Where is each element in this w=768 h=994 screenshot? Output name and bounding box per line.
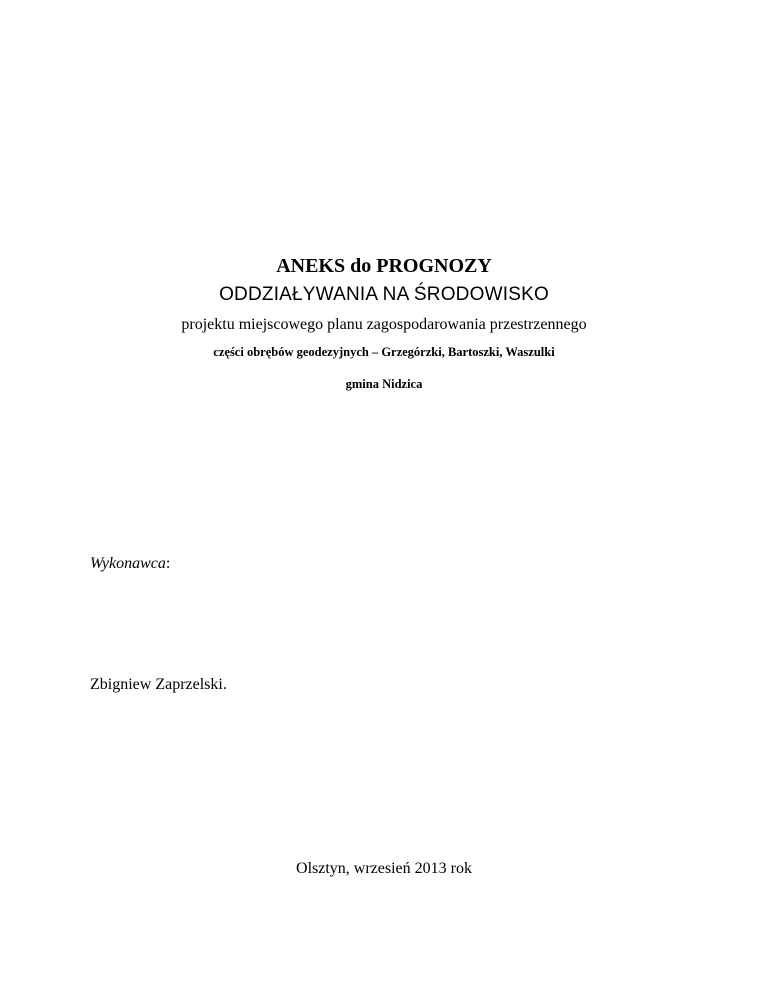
document-subtitle: ODDZIAŁYWANIA NA ŚRODOWISKO [219,284,549,305]
contractor-label [90,555,170,573]
geodetic-areas: części obrębów geodezyjnych – Grzegórzki, Bartoszki, Waszulki [213,345,555,359]
contractor-name: Zbigniew Zaprzelski. [90,676,227,693]
commune-name: gmina Nidzica [345,377,423,391]
contractor-label-colon: : [165,555,171,572]
project-description: projektu miejscowego planu zagospodarowania przestrzennego [181,316,587,333]
contractor-label-text: Wykonawca [90,555,166,572]
place-and-date: Olsztyn, wrzesień 2013 rok [296,860,472,877]
document-title: ANEKS do PROGNOZY [276,255,492,277]
